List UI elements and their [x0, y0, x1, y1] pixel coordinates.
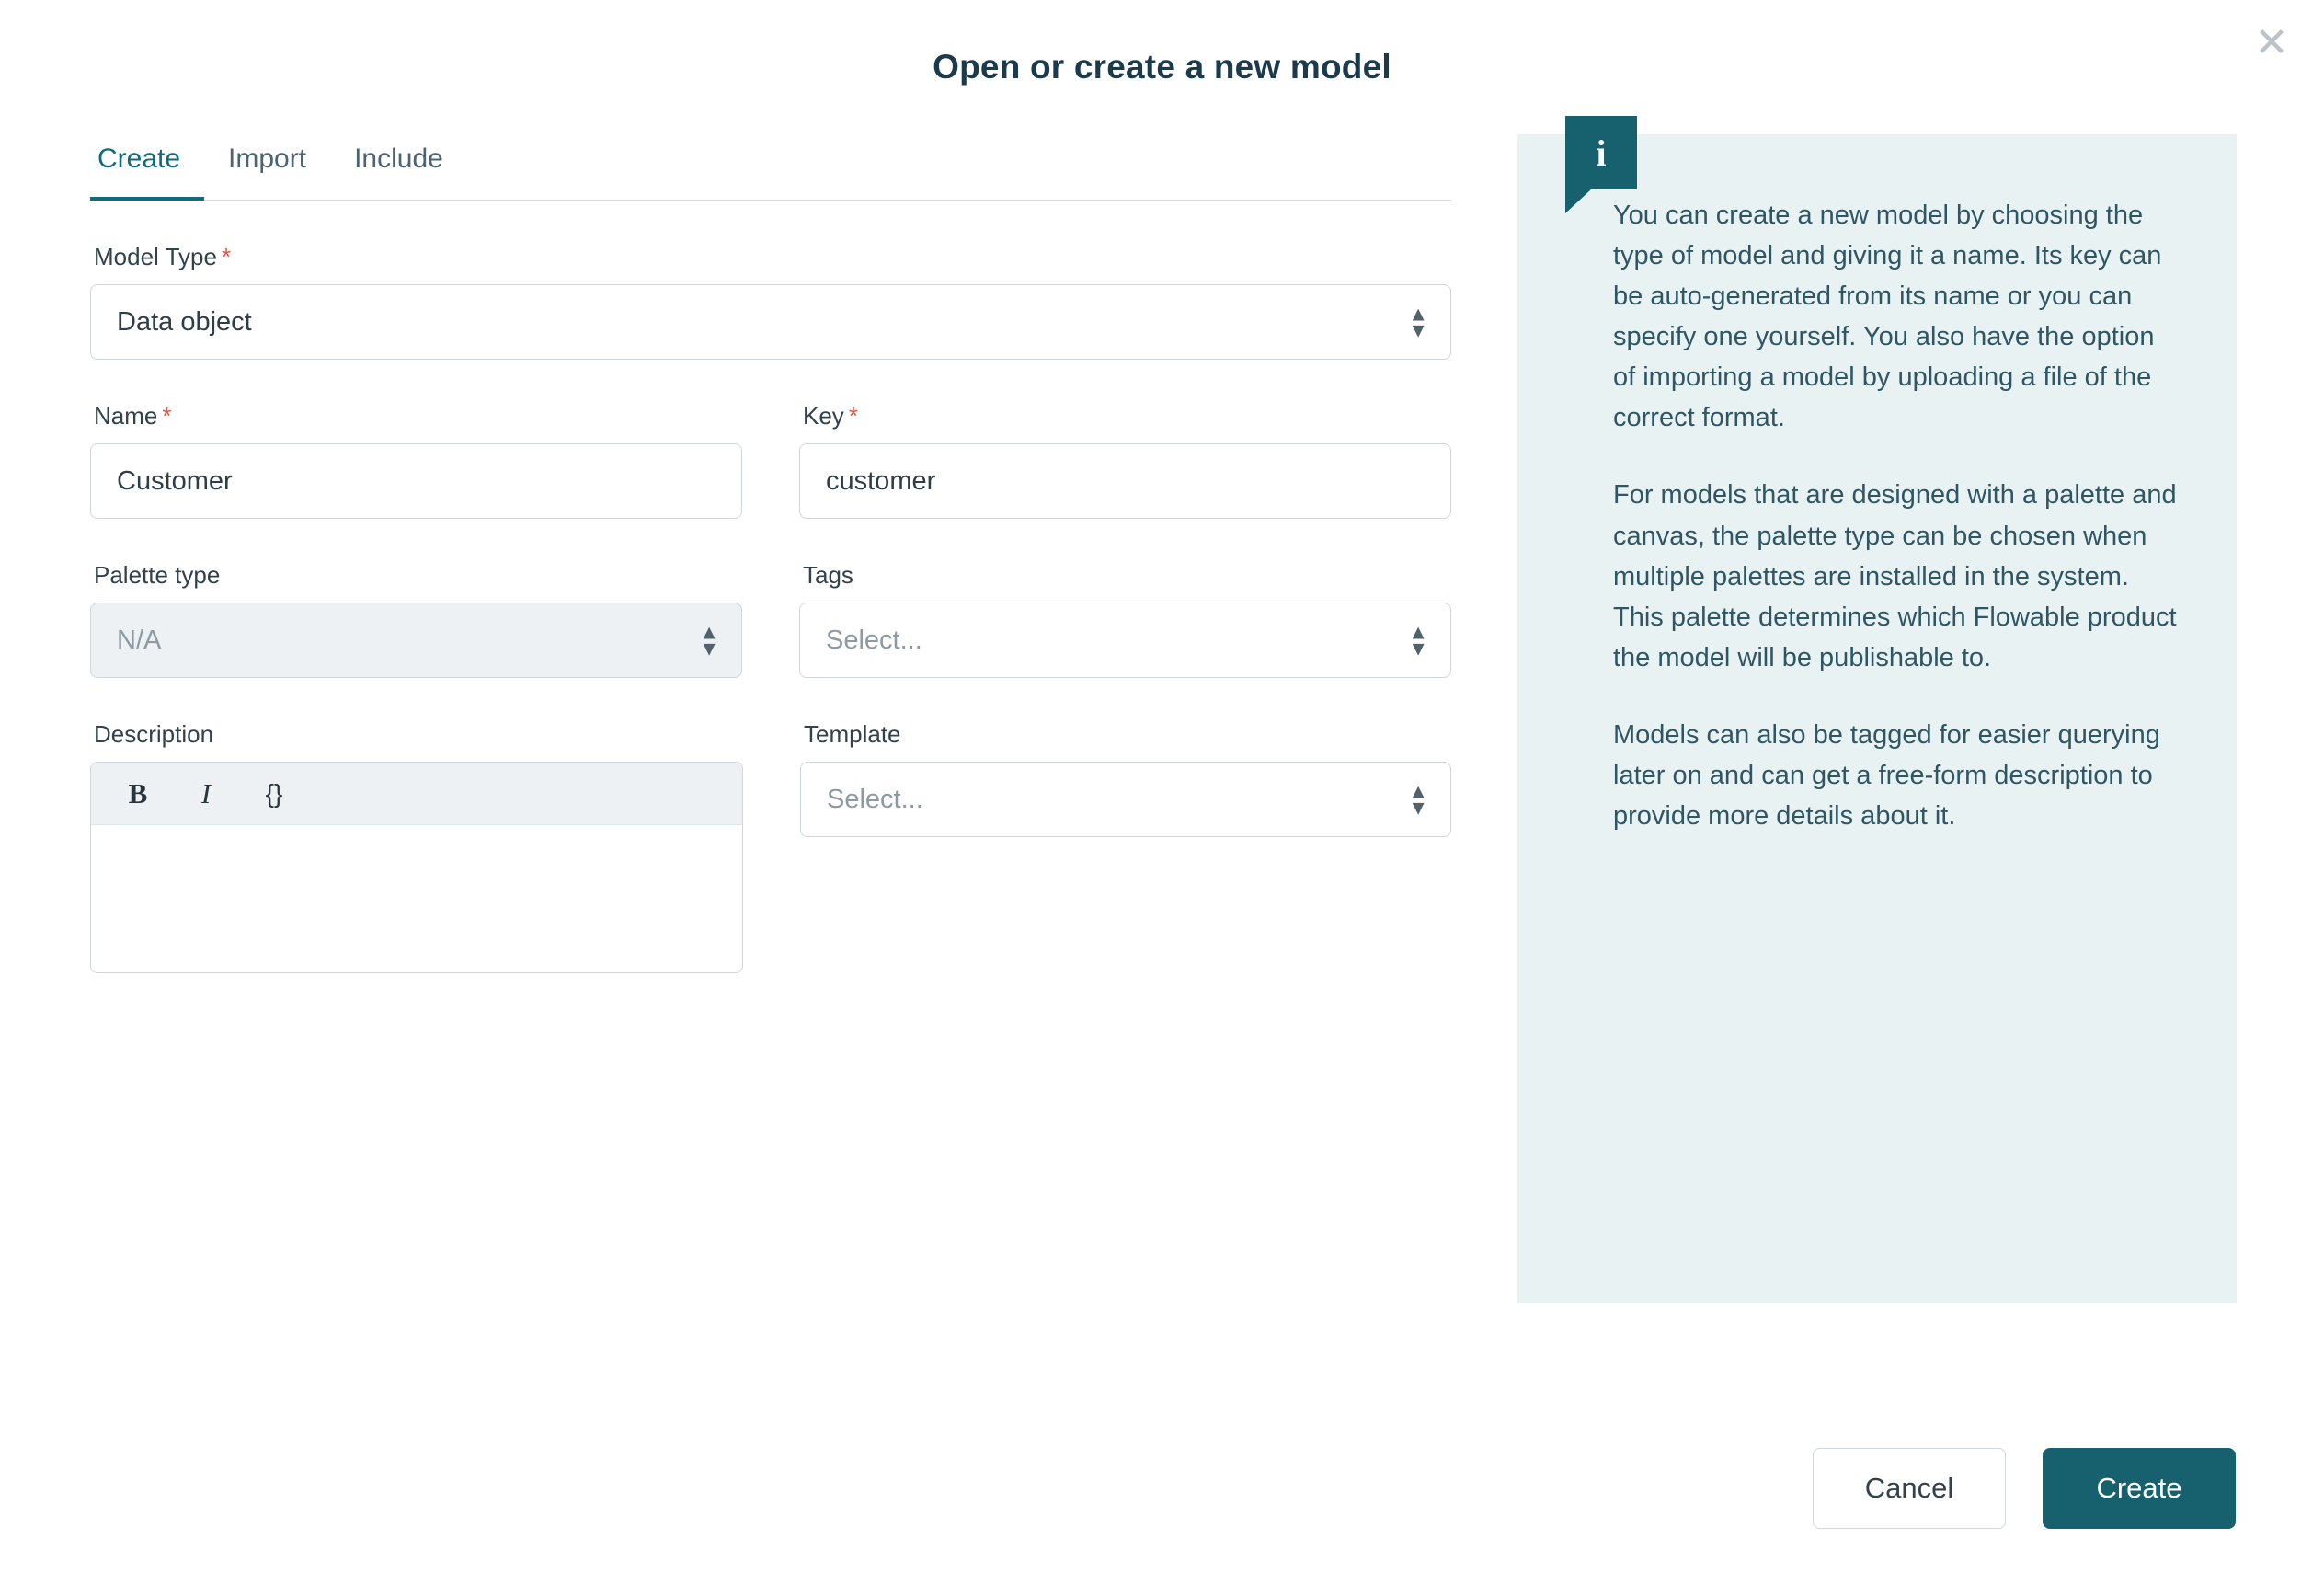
palette-type-value: N/A	[117, 625, 162, 655]
name-label-text: Name	[94, 402, 158, 430]
info-icon: i	[1565, 116, 1637, 189]
description-template-row	[90, 678, 1451, 973]
cancel-button[interactable]: Cancel	[1813, 1448, 2006, 1529]
chevron-updown-icon: ▲ ▼	[1408, 302, 1428, 341]
model-type-select[interactable]	[90, 284, 1451, 360]
name-key-row	[90, 360, 1451, 519]
template-placeholder: Select...	[827, 784, 923, 814]
info-paragraph: You can create a new model by choosing the type of model and giving it a name. Its key can be auto-generated from its name or you can specify one yourself. You also have the option of importing a model by uploading a file of the correct format.	[1613, 201, 2162, 433]
description-textarea[interactable]	[91, 825, 742, 972]
info-paragraph: For models that are designed with a palette and canvas, the palette type can be chosen when multiple palettes are installed in the system. This palette determines which Flowable product the model will be publishable to.	[1613, 480, 2177, 672]
form-column	[90, 134, 1451, 1303]
tags-select[interactable]	[799, 603, 1451, 678]
tags-placeholder: Select...	[826, 625, 922, 655]
palette-tags-row	[90, 519, 1451, 678]
name-input[interactable]	[90, 443, 742, 519]
palette-type-group	[90, 519, 742, 678]
tags-label: Tags	[803, 561, 853, 589]
key-label	[803, 402, 1451, 430]
italic-icon[interactable]: I	[176, 770, 236, 818]
close-icon[interactable]: ✕	[2247, 18, 2296, 68]
key-label-text: Key	[803, 402, 844, 430]
info-paragraph: Models can also be tagged for easier querying later on and can get a free-form description to provide more details about it.	[1613, 719, 2160, 832]
template-group	[800, 678, 1451, 973]
code-braces-icon[interactable]: {}	[244, 770, 304, 818]
key-input[interactable]	[799, 443, 1451, 519]
bold-icon[interactable]: B	[108, 770, 168, 818]
required-marker: *	[848, 402, 858, 430]
name-field-group	[90, 360, 742, 519]
required-marker: *	[221, 243, 232, 270]
key-field-group	[799, 360, 1451, 519]
template-label: Template	[804, 720, 901, 748]
name-input-value: Customer	[117, 465, 233, 496]
model-type-label	[94, 243, 1451, 271]
model-type-label-text: Model Type	[94, 243, 217, 270]
dialog-footer	[1813, 1448, 2236, 1529]
palette-type-label: Palette type	[94, 561, 221, 589]
key-input-value: customer	[826, 465, 936, 496]
tab-include[interactable]: Include	[354, 143, 443, 174]
chevron-updown-icon: ▲ ▼	[1408, 779, 1428, 819]
model-type-value: Data object	[117, 306, 252, 337]
required-marker: *	[162, 402, 172, 430]
description-toolbar	[91, 763, 742, 825]
info-panel	[1517, 134, 2237, 1303]
tab-import[interactable]: Import	[228, 143, 307, 174]
description-label: Description	[94, 720, 214, 748]
tab-bar	[90, 134, 1451, 201]
info-column	[1517, 134, 2237, 1303]
name-label	[94, 402, 742, 430]
page-title: Open or create a new model	[933, 48, 1391, 86]
chevron-updown-icon: ▲ ▼	[1408, 620, 1428, 660]
description-group	[90, 678, 743, 973]
palette-type-select[interactable]	[90, 603, 742, 678]
create-button[interactable]: Create	[2043, 1448, 2236, 1529]
description-editor[interactable]	[90, 762, 743, 973]
tags-group	[799, 519, 1451, 678]
template-select[interactable]	[800, 762, 1451, 837]
tab-create[interactable]: Create	[90, 134, 204, 201]
dialog-content	[0, 134, 2324, 1303]
chevron-updown-icon: ▲ ▼	[699, 620, 719, 660]
